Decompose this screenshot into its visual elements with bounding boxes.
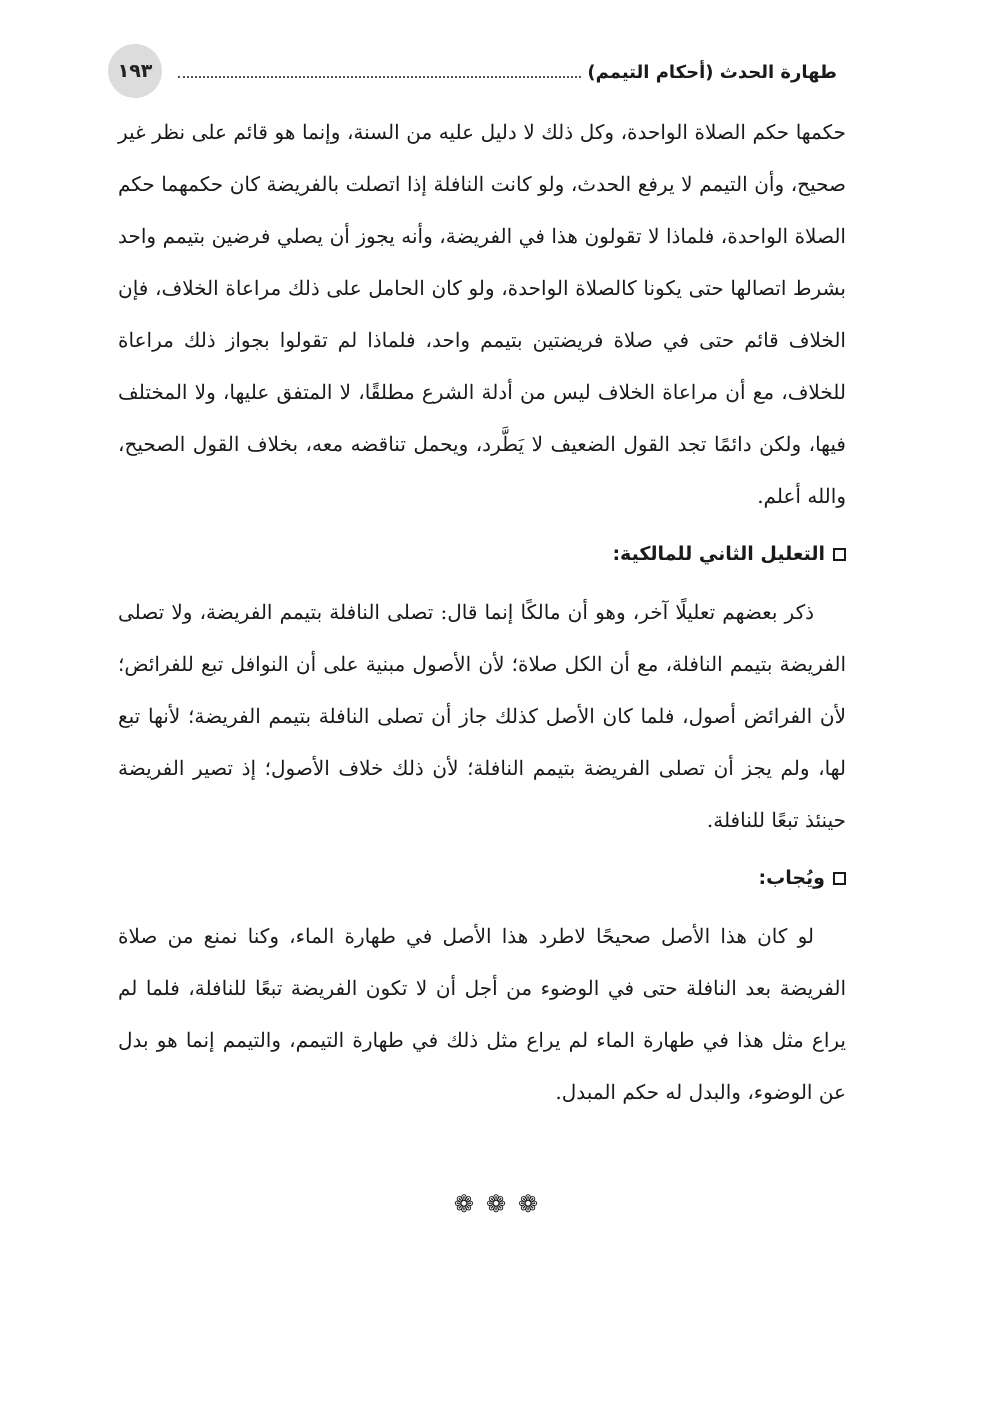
paragraph-2: ذكر بعضهم تعليلًا آخر، وهو أن مالكًا إنما قال: تصلى النافلة بتيمم الفريضة، ولا تصلى الفريضة بتيمم النافلة، مع أن الكل صلاة؛ لأن الأصول مبنية على أن النوافل تبع للفرائض؛ لأن الفرائض أصول، فلما كان الأصل كذلك جاز أن تصلى النافلة بتيمم الفريضة؛ لأنها تبع لها، ولم يجز أن تصلى الفريضة بتيمم النافلة؛ لأن ذلك خلاف الأصول؛ إذ تصير الفريضة حينئذ تبعًا للنافلة. <box>118 600 846 832</box>
page-header <box>108 44 843 98</box>
square-bullet-icon <box>833 548 846 561</box>
section-heading-response <box>118 852 846 904</box>
paragraph-3: لو كان هذا الأصل صحيحًا لاطرد هذا الأصل في طهارة الماء، وكنا نمنع من صلاة الفريضة بعد النافلة حتى في الوضوء من أجل أن لا تكون الفريضة تبعًا للنافلة، فلما لم يراع مثل هذا في طهارة الماء لم يراع مثل ذلك في طهارة التيمم، والتيمم إنما هو بدل عن الوضوء، والبدل له حكم المبدل. <box>118 924 847 1104</box>
section-heading-maliki-second-reason <box>118 528 846 580</box>
running-title: طهارة الحدث (أحكام التيمم) <box>587 61 837 83</box>
heading-text: ويُجاب: <box>758 867 825 889</box>
dotted-leader <box>178 76 581 78</box>
square-bullet-icon <box>833 872 846 885</box>
running-head <box>178 58 843 86</box>
flower-ornament-icon: ❁❁❁ <box>453 1190 551 1218</box>
page-number-badge <box>108 44 162 98</box>
page-content <box>118 106 846 1118</box>
page-number: ١٩٣ <box>117 60 153 82</box>
paragraph-1: حكمها حكم الصلاة الواحدة، وكل ذلك لا دليل عليه من السنة، وإنما هو قائم على نظر غير صحيح، وأن التيمم لا يرفع الحدث، ولو كانت النافلة إذا اتصلت بالفريضة كان حكمهما حكم الصلاة الواحدة، فلماذا لا تقولون هذا في الفريضة، وأنه يجوز أن يصلي فرضين بتيمم واحد بشرط اتصالها حتى يكونا كالصلاة الواحدة، ولو كان الحامل على ذلك مراعاة الخلاف، فإن الخلاف قائم حتى في صلاة فريضتين بتيمم واحد، فلماذا لم تقولوا بجواز ذلك مراعاة للخلاف، مع أن مراعاة الخلاف ليس من أدلة الشرع مطلقًا، لا المتفق عليها، ولا المختلف فيها، ولكن دائمًا تجد القول الضعيف لا يَطَّرد، ويحمل تناقضه معه، بخلاف القول الصحيح، والله أعلم. <box>118 120 846 508</box>
heading-text: التعليل الثاني للمالكية: <box>612 543 825 565</box>
section-end-ornament <box>0 1190 1004 1218</box>
